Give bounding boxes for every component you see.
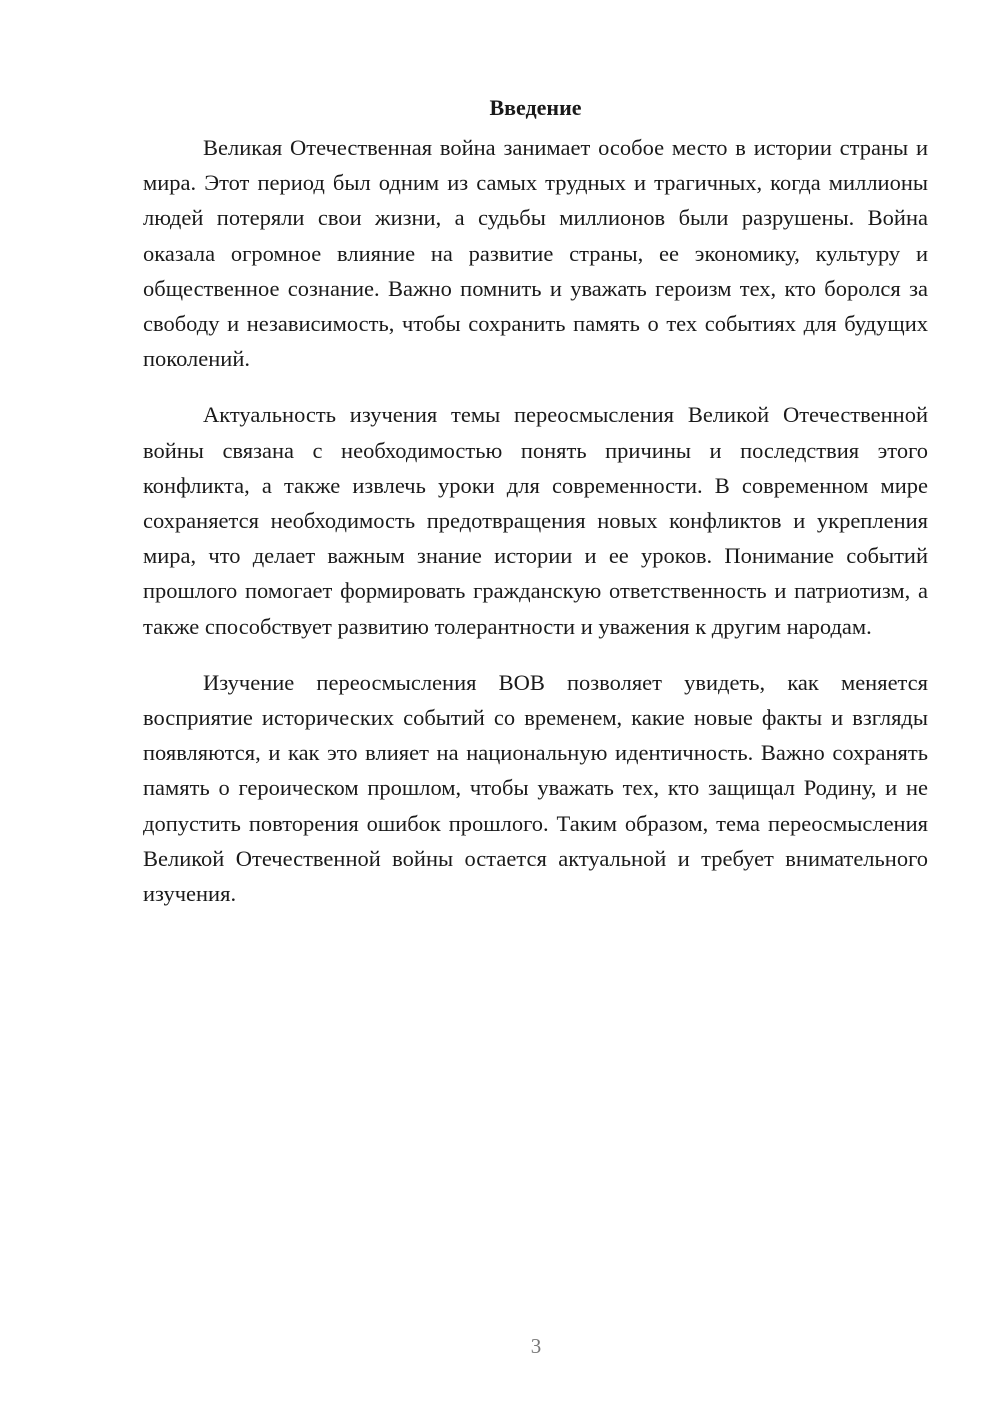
- section-heading: Введение: [489, 95, 582, 120]
- paragraph-relevance: Актуальность изучения темы переосмысления Великой Отечественной войны связана с необходимостью понять причины и последствия этого конфликта, а также извлечь уроки для современности. В современном мире сохраняется необходимость предотвращения новых конфликтов и укрепления мира, что делает важным знание истории и ее уроков. Понимание событий прошлого помогает формировать гражданскую ответственность и патриотизм, а также способствует развитию толерантности и уважения к другим народам.: [143, 402, 928, 639]
- paragraph-conclusion: Изучение переосмысления ВОВ позволяет увидеть, как меняется восприятие исторических событий со временем, какие новые факты и взгляды появляются, и как это влияет на национальную идентичность. Важно сохранять память о героическом прошлом, чтобы уважать тех, кто защищал Родину, и не допустить повторения ошибок прошлого. Таким образом, тема переосмысления Великой Отечественной войны остается актуальной и требует внимательного изучения.: [143, 669, 928, 907]
- document-body: [143, 90, 928, 932]
- paragraph-intro: Великая Отечественная война занимает особое место в истории страны и мира. Этот период был одним из самых трудных и трагичных, когда миллионы людей потеряли свои жизни, а судьбы миллионов были разрушены. Война оказала огромное влияние на развитие страны, ее экономику, культуру и общественное сознание. Важно помнить и уважать героизм тех, кто боролся за свободу и независимость, чтобы сохранить память о тех событиях для будущих поколений.: [143, 135, 928, 372]
- page-number: 3: [530, 1334, 542, 1358]
